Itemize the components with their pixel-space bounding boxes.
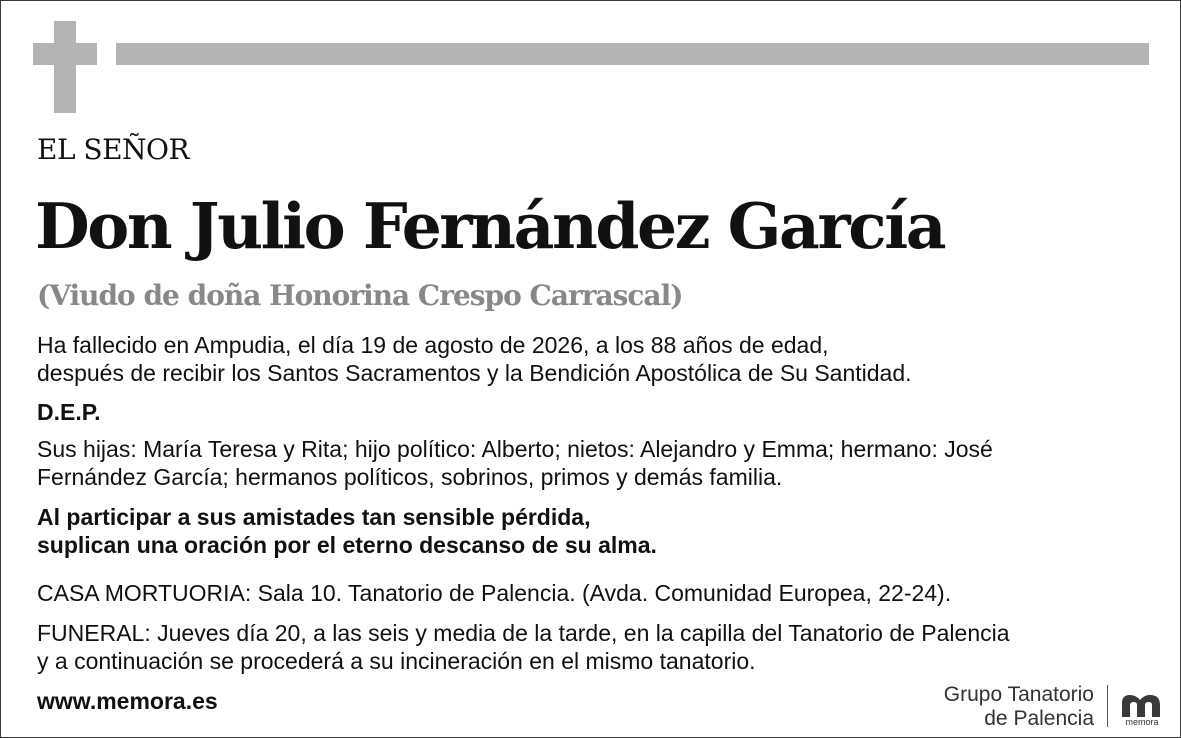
brand-divider (1107, 685, 1108, 727)
funeral-info (37, 619, 1010, 675)
brand-name (944, 683, 1094, 731)
funeral-line-1: FUNERAL: Jueves día 20, a las seis y media de la tarde, en la capilla del Tanatorio de Palencia (37, 620, 1010, 646)
family-line-2: Fernández García; hermanos políticos, sobrinos, primos y demás familia. (37, 464, 783, 490)
cross-icon-horizontal (33, 43, 97, 65)
title-label: EL SEÑOR (37, 133, 190, 166)
brand-logo-text: memora (1125, 717, 1159, 727)
family-line-1: Sus hijas: María Teresa y Rita; hijo político: Alberto; nietos: Alejandro y Emma; hermano: José (37, 436, 993, 462)
dep-label: D.E.P. (37, 399, 101, 425)
website-link[interactable]: www.memora.es (37, 688, 218, 714)
prayer-request (37, 503, 657, 559)
brand-line-1: Grupo Tanatorio (943, 683, 1094, 706)
funeral-line-2: y a continuación se procederá a su incineración en el mismo tanatorio. (37, 648, 756, 674)
death-notice-line-2: después de recibir los Santos Sacramentos y la Bendición Apostólica de Su Santidad. (37, 360, 912, 386)
casa-mortuoria: CASA MORTUORIA: Sala 10. Tanatorio de Palencia. (Avda. Comunidad Europea, 22-24). (37, 580, 952, 606)
brand-line-2: de Palencia (984, 707, 1094, 730)
widow-note: (Viudo de doña Honorina Crespo Carrascal) (37, 279, 683, 312)
death-notice-line-1: Ha fallecido en Ampudia, el día 19 de agosto de 2026, a los 88 años de edad, (37, 332, 829, 358)
prayer-line-1: Al participar a sus amistades tan sensible pérdida, (37, 504, 591, 530)
header-bar (116, 43, 1149, 65)
cross-icon-vertical (54, 21, 76, 113)
family-list (37, 435, 993, 491)
death-notice (37, 331, 912, 387)
deceased-name: Don Julio Fernández García (35, 189, 945, 263)
prayer-line-2: suplican una oración por el eterno descanso de su alma. (37, 532, 657, 558)
